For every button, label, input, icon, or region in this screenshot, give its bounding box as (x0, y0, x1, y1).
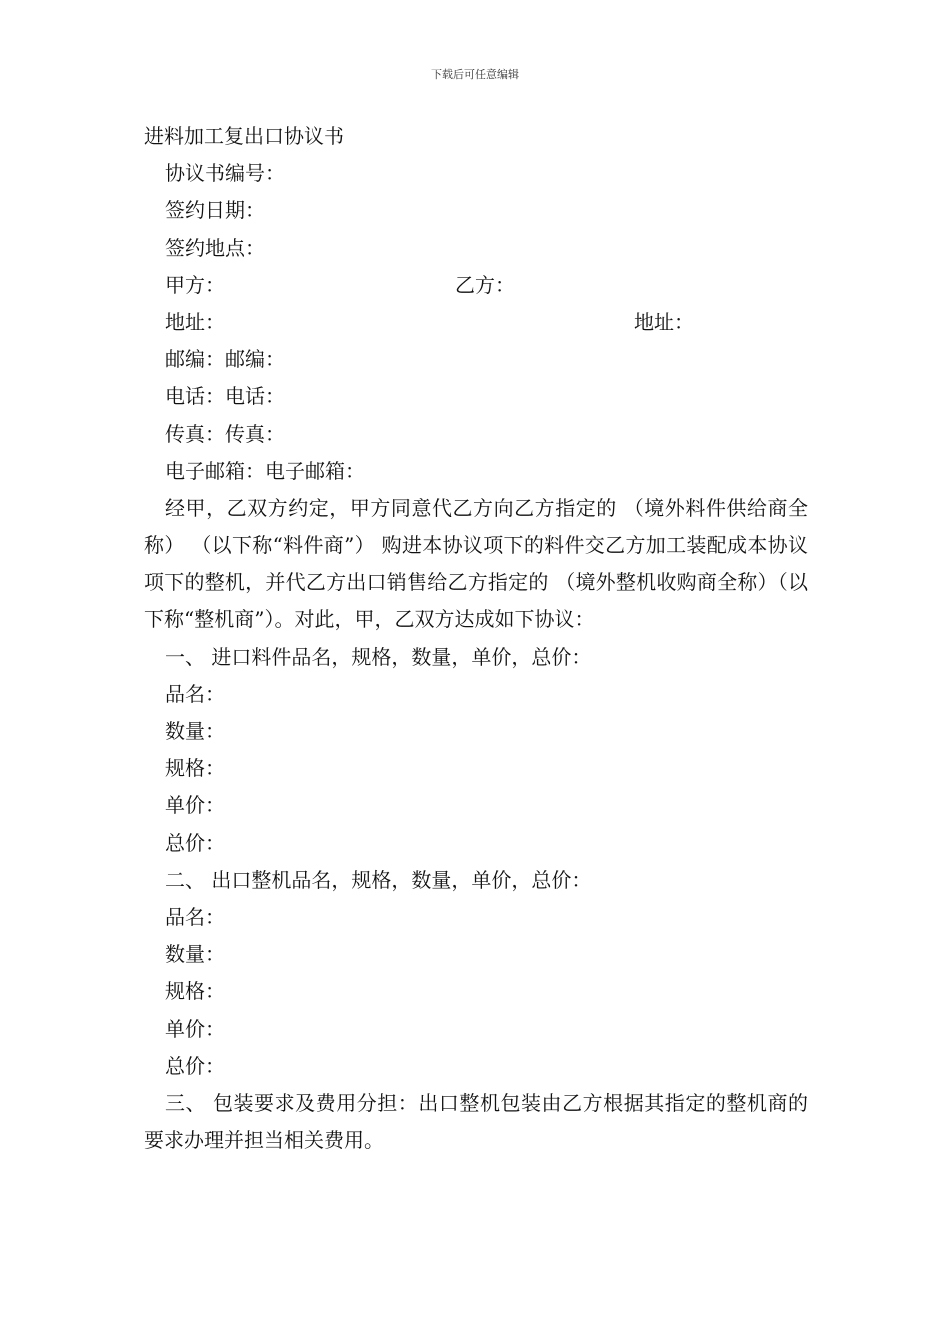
section2-item: 数量： (165, 942, 225, 967)
section2-item: 规格： (165, 979, 225, 1004)
field-postcode: 邮编：邮编： (165, 347, 285, 372)
section2-heading: 二、 出口整机品名，规格，数量，单价，总价： (165, 867, 592, 892)
address-row (144, 304, 808, 341)
section1-item: 单价： (165, 793, 225, 818)
field-address-b: 地址： (634, 309, 694, 334)
field-address-a: 地址： (165, 309, 225, 334)
section2-item: 品名： (165, 905, 225, 929)
field-sign-place: 签约地点： (165, 235, 265, 260)
section1-item: 数量： (165, 719, 225, 744)
field-email: 电子邮箱：电子邮箱： (165, 458, 365, 483)
document-body (144, 118, 808, 1159)
page-header-note: 下载后可任意编辑 (431, 68, 519, 81)
section3-paragraph: 三、 包装要求及费用分担：出口整机包装由乙方根据其指定的整机商的要求办理并担当相关费用。 (144, 1090, 808, 1153)
field-fax: 传真：传真： (165, 421, 285, 446)
section1-item: 品名： (165, 681, 225, 706)
field-agreement-number: 协议书编号： (165, 161, 285, 186)
document-title: 进料加工复出口协议书 (144, 124, 344, 148)
field-phone: 电话：电话： (165, 384, 285, 409)
section1-heading: 一、 进口料件品名，规格，数量，单价，总价： (165, 644, 592, 669)
party-row (144, 267, 808, 304)
section2-item: 单价： (165, 1016, 225, 1041)
section1-item: 总价： (165, 830, 225, 855)
field-party-b: 乙方： (455, 272, 515, 297)
section2-item: 总价： (165, 1053, 225, 1078)
intro-paragraph: 经甲，乙双方约定，甲方同意代乙方向乙方指定的 （境外料件供给商全称） （以下称“料件商”） 购进本协议项下的料件交乙方加工装配成本协议项下的整机，并代乙方出口销售给乙方指定的 （境外整机收购商全称）（以下称“整机商”）。对此，甲，乙双方达成如下协议： (144, 495, 808, 632)
field-sign-date: 签约日期： (165, 198, 265, 223)
section1-item: 规格： (165, 756, 225, 781)
field-party-a: 甲方： (165, 272, 225, 297)
